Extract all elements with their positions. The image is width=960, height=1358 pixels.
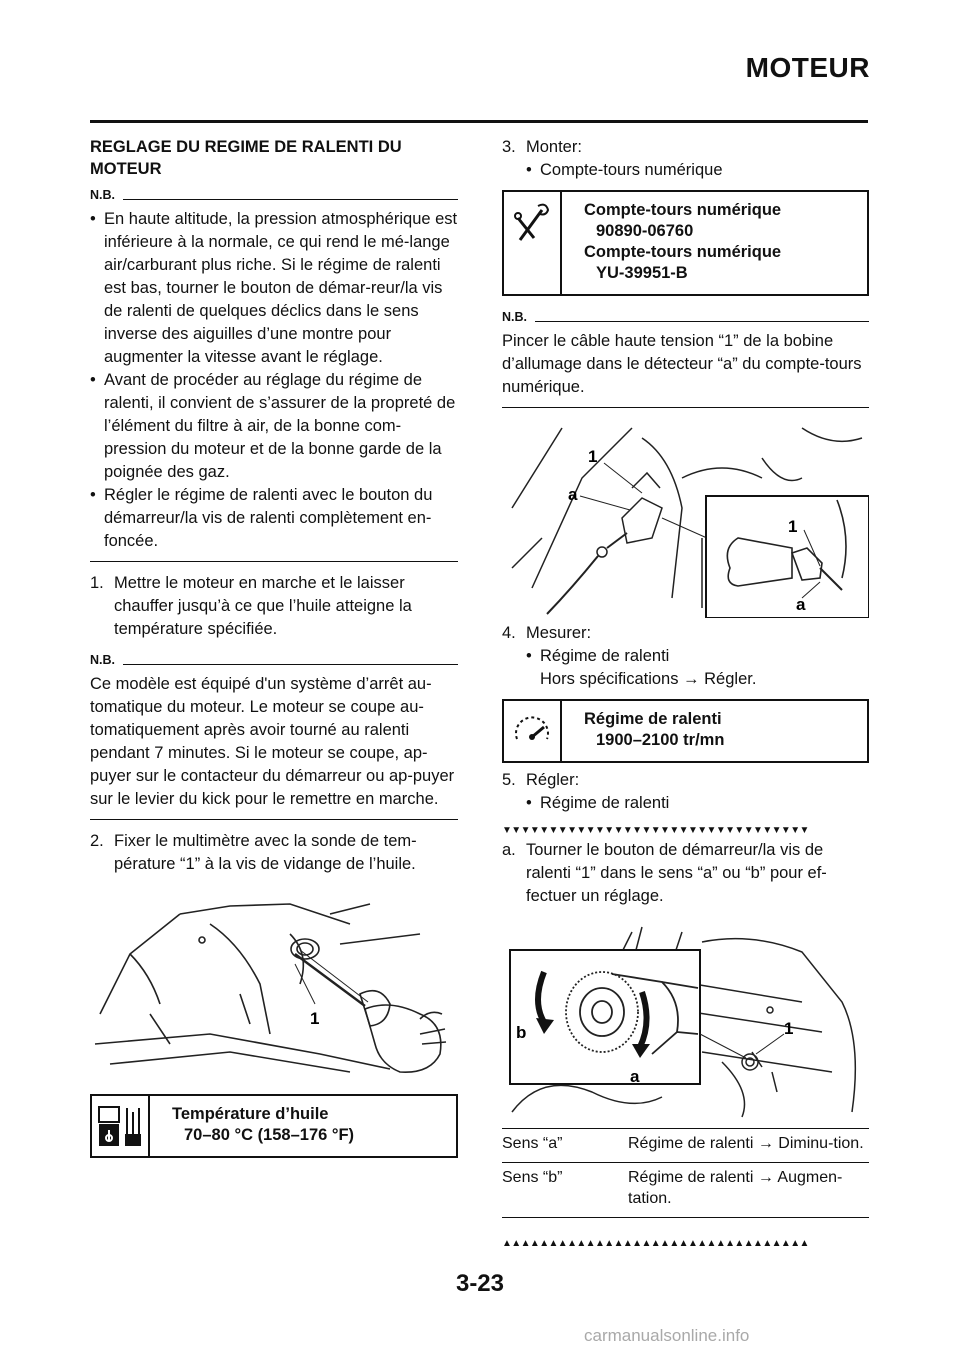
figure-oil-drain-probe <box>90 894 458 1084</box>
tool-name: Compte-tours numérique <box>584 243 782 261</box>
tool-code: YU-39951-B <box>596 264 688 282</box>
figure-callout: 1 <box>788 517 798 536</box>
nb-text: Ce modèle est équipé d'un système d’arrêt au-tomatique du moteur. Le moteur se coupe au-tomatiquement après avoir tourné au ralenti pendant 7 minutes. Si le moteur se coupe, ap-puyer sur le contacteur du démarreur ou ap-puyer sur le levier du kick pour le remettre en marche. <box>90 675 455 808</box>
step-label: Mesurer: <box>526 624 592 642</box>
step-text: Tourner le bouton de démarreur/la vis de ralenti “1” dans le sens “a” ou “b” pour ef-fectuer un réglage. <box>526 841 827 905</box>
nb-text: Pincer le câble haute tension “1” de la bobine d’allumage dans le détecteur “a” du compte-tours numérique. <box>502 332 862 396</box>
step-5 <box>502 769 869 792</box>
substep-a <box>502 839 869 908</box>
left-column <box>90 136 458 1164</box>
nb-bullet: • Avant de procéder au réglage du régime de ralenti, il convient de s’assurer de la propreté de l’élément du filtre à air, de la bonne com-pression du moteur et de la bonne garde de la poignée des gaz. <box>90 369 458 484</box>
step-text: Fixer le multimètre avec la sonde de tem-pérature “1” à la vis de vidange de l’huile. <box>114 832 417 873</box>
step-text: Mettre le moteur en marche et le laisser chauffer jusqu’à ce que l’huile atteigne la température spécifiée. <box>114 574 412 638</box>
header-rule <box>90 120 868 123</box>
step-3 <box>502 136 869 159</box>
spec-title: Régime de ralenti <box>584 710 722 728</box>
figure-callout: 1 <box>588 447 598 466</box>
step-number: a. <box>502 841 516 859</box>
special-tool-wrench-icon <box>504 192 562 294</box>
procedure-start-marker: ▼▼▼▼▼▼▼▼▼▼▼▼▼▼▼▼▼▼▼▼▼▼▼▼▼▼▼▼▼▼▼▼▼ <box>502 825 809 836</box>
step-4 <box>502 622 869 645</box>
nb-end-rule <box>502 407 869 408</box>
direction-table <box>502 1128 869 1218</box>
figure-tachometer-probe <box>502 418 869 618</box>
step-number: 4. <box>502 624 516 642</box>
oil-probe-illustration <box>90 894 458 1084</box>
figure-callout: 1 <box>310 1009 320 1028</box>
step-item: • Régime de ralenti <box>502 645 869 668</box>
procedure-end-marker: ▲▲▲▲▲▲▲▲▲▲▲▲▲▲▲▲▲▲▲▲▲▲▲▲▲▲▲▲▲▲▲▲▲ <box>502 1238 809 1249</box>
section-title: REGLAGE DU REGIME DE RALENTI DU MOTEUR <box>90 138 402 178</box>
spec-text <box>150 1096 366 1156</box>
spec-text <box>562 701 736 761</box>
figure-callout: a <box>568 485 578 504</box>
spec-text <box>562 192 793 294</box>
idle-knob-illustration <box>502 922 869 1122</box>
nb-bullet: • En haute altitude, la pression atmosphérique est inférieure à la normale, ce qui rend le mé-lange air/carburant plus riche. Si le régime de ralenti est bas, tourner le bouton de démar-reur/la vis de ralenti de quelques déclics dans le sens inverse des aiguilles d’une montre pour augmenter la vitesse avant le réglage. <box>90 208 458 369</box>
page-title: MOTEUR <box>745 52 870 83</box>
watermark: carmanualsonline.info <box>584 1326 750 1345</box>
step-2 <box>90 830 458 876</box>
table-cell: Régime de ralenti → Diminu-tion. <box>624 1129 869 1163</box>
step-1 <box>90 572 458 641</box>
nb-label: N.B. <box>502 310 527 324</box>
nb-header <box>90 653 458 667</box>
oil-temperature-gauge-icon <box>92 1096 150 1156</box>
spec-title: Température d’huile <box>172 1105 329 1123</box>
step-number: 3. <box>502 138 516 156</box>
step-number: 2. <box>90 832 104 850</box>
table-row <box>502 1163 869 1218</box>
nb-header <box>90 188 458 202</box>
figure-callout: b <box>516 1023 527 1042</box>
step-label: Monter: <box>526 138 582 156</box>
tool-code: 90890-06760 <box>596 222 694 240</box>
step-number: 1. <box>90 574 104 592</box>
figure-callout: 1 <box>784 1019 794 1038</box>
nb-header <box>502 310 869 324</box>
nb-bullet: • Régler le régime de ralenti avec le bouton du démarreur/la vis de ralenti complètement en-foncée. <box>90 484 458 553</box>
table-cell: Sens “a” <box>502 1129 624 1163</box>
table-cell: Régime de ralenti → Augmen-tation. <box>624 1163 869 1218</box>
spec-value: 1900–2100 tr/mn <box>596 731 725 749</box>
step-note: Hors spécifications → Régler. <box>540 670 757 688</box>
nb-label: N.B. <box>90 188 115 202</box>
spec-box-idle-speed <box>502 699 869 763</box>
page-number: 3-23 <box>455 1270 505 1297</box>
nb-label: N.B. <box>90 653 115 667</box>
spec-value: 70–80 °C (158–176 °F) <box>184 1126 355 1144</box>
spec-box-oil-temperature <box>90 1094 458 1158</box>
tachometer-probe-illustration <box>502 418 869 618</box>
right-column <box>502 136 869 1252</box>
step-label: Régler: <box>526 771 580 789</box>
figure-idle-knob <box>502 922 869 1122</box>
step-item: • Compte-tours numérique <box>502 159 869 182</box>
spec-box-special-tool <box>502 190 869 296</box>
step-item: • Régime de ralenti <box>502 792 869 815</box>
step-number: 5. <box>502 771 516 789</box>
table-row <box>502 1129 869 1163</box>
figure-callout: a <box>796 595 806 614</box>
nb-end-rule <box>90 561 458 562</box>
tachometer-icon <box>504 701 562 761</box>
tool-name: Compte-tours numérique <box>584 201 782 219</box>
table-cell: Sens “b” <box>502 1163 624 1218</box>
figure-callout: a <box>630 1067 640 1086</box>
nb-end-rule <box>90 819 458 820</box>
